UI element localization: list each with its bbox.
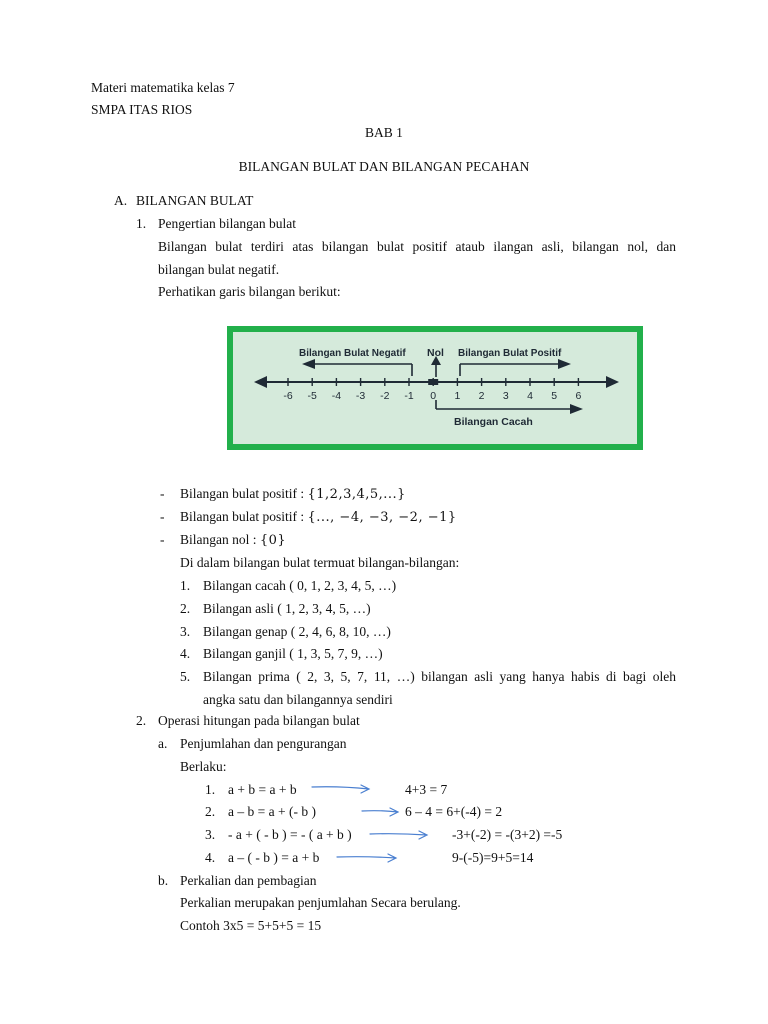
zero-marker xyxy=(428,379,438,385)
bullet-3-text: Bilangan nol : xyxy=(180,532,257,547)
tick-label: -5 xyxy=(307,390,317,402)
subset-4-marker: 4. xyxy=(180,646,191,661)
label-whole: Bilangan Cacah xyxy=(454,416,533,428)
subset-1-marker: 1. xyxy=(180,578,191,593)
tick-label: -3 xyxy=(355,390,366,402)
subset-1-text: Bilangan cacah ( 0, 1, 2, 3, 4, 5, …) xyxy=(203,578,397,593)
label-positive: Bilangan Bulat Positif xyxy=(458,348,562,359)
bullet-2-text: Bilangan bulat positif : xyxy=(180,509,305,524)
sub-b-line-1: Perkalian merupakan penjumlahan Secara berulang. xyxy=(180,895,461,910)
item-2-marker: 2. xyxy=(136,713,147,728)
subset-5-marker: 5. xyxy=(180,669,191,684)
sub-a-berlaku: Berlaku: xyxy=(180,759,227,774)
section-a-marker: A. xyxy=(114,193,128,208)
tick-label: -4 xyxy=(331,390,342,402)
rule-3-example: -3+(-2) = -(3+2) =-5 xyxy=(452,827,563,842)
subset-3-marker: 3. xyxy=(180,624,191,639)
subset-2-text: Bilangan asli ( 1, 2, 3, 4, 5, …) xyxy=(203,601,371,616)
subsets-intro: Di dalam bilangan bulat termuat bilangan-bilangan: xyxy=(180,555,460,570)
chapter-title: BILANGAN BULAT DAN BILANGAN PECAHAN xyxy=(238,159,530,174)
tick-label: 6 xyxy=(575,390,582,402)
subset-5-text: Bilangan prima ( 2, 3, 5, 7, 11, …) bilangan asli yang hanya habis di bagi oleh xyxy=(203,669,676,684)
section-a-title: BILANGAN BULAT xyxy=(136,193,254,208)
rule-2-formula: a – b = a + (- b ) xyxy=(228,804,316,819)
subset-3-text: Bilangan genap ( 2, 4, 6, 8, 10, …) xyxy=(203,624,391,639)
header-line-2: SMPA ITAS RIOS xyxy=(91,102,193,117)
label-negative: Bilangan Bulat Negatif xyxy=(299,348,406,359)
tick-label: -2 xyxy=(380,390,390,402)
item-1-paragraph-line-3: Perhatikan garis bilangan berikut: xyxy=(158,284,341,299)
chapter-label: BAB 1 xyxy=(365,125,403,140)
bullet-3-set: {0} xyxy=(259,533,287,548)
bullet-2-marker: - xyxy=(160,509,165,524)
tick-label: 0 xyxy=(430,390,437,402)
bullet-3 xyxy=(180,531,286,549)
tick-label: -6 xyxy=(283,390,293,402)
rule-1-example: 4+3 = 7 xyxy=(405,782,448,797)
rule-4-marker: 4. xyxy=(205,850,216,865)
item-1-paragraph-line-2: bilangan bulat negatif. xyxy=(158,262,280,277)
item-2-title: Operasi hitungan pada bilangan bulat xyxy=(158,713,360,728)
tick-label: -1 xyxy=(404,390,414,402)
tick-label: 5 xyxy=(551,390,558,402)
rule-3-arrow xyxy=(370,831,427,839)
tick-label: 1 xyxy=(454,390,461,402)
rule-4-example: 9-(-5)=9+5=14 xyxy=(452,850,534,865)
bullet-1 xyxy=(180,485,406,503)
item-1-marker: 1. xyxy=(136,216,147,231)
number-line-figure xyxy=(227,326,643,450)
rule-4-arrow xyxy=(337,854,396,862)
tick-label: 2 xyxy=(478,390,485,402)
header-line-1: Materi matematika kelas 7 xyxy=(91,80,235,95)
tick-label: 3 xyxy=(502,390,509,402)
item-1-paragraph-line-1: Bilangan bulat terdiri atas bilangan bulat positif ataub ilangan asli, bilangan nol, dan xyxy=(158,239,676,254)
bullet-1-set: {1,2,3,4,5,...} xyxy=(307,487,406,502)
rule-2-arrow xyxy=(362,808,398,816)
rule-4-formula: a – ( - b ) = a + b xyxy=(228,850,320,865)
rule-3-marker: 3. xyxy=(205,827,216,842)
rule-1-marker: 1. xyxy=(205,782,216,797)
bullet-3-marker: - xyxy=(160,532,165,547)
rule-3-formula: - a + ( - b ) = - ( a + b ) xyxy=(228,827,352,842)
bullet-1-marker: - xyxy=(160,486,165,501)
sub-b-line-2: Contoh 3x5 = 5+5+5 = 15 xyxy=(180,918,322,933)
sub-a-marker: a. xyxy=(158,736,168,751)
subset-2-marker: 2. xyxy=(180,601,191,616)
tick-label: 4 xyxy=(527,390,533,402)
rule-1-formula: a + b = a + b xyxy=(228,782,297,797)
rule-2-example: 6 – 4 = 6+(-4) = 2 xyxy=(405,804,503,819)
sub-b-title: Perkalian dan pembagian xyxy=(180,873,317,888)
sub-a-title: Penjumlahan dan pengurangan xyxy=(180,736,347,751)
subset-5-continuation: angka satu dan bilangannya sendiri xyxy=(203,692,393,707)
rule-1-arrow xyxy=(312,785,369,793)
bullet-1-text: Bilangan bulat positif : xyxy=(180,486,305,501)
rule-2-marker: 2. xyxy=(205,804,216,819)
bullet-2 xyxy=(180,508,457,526)
label-zero: Nol xyxy=(427,347,444,359)
sub-b-marker: b. xyxy=(158,873,169,888)
item-1-title: Pengertian bilangan bulat xyxy=(158,216,296,231)
bullet-2-set: {..., −4, −3, −2, −1} xyxy=(307,510,457,525)
subset-4-text: Bilangan ganjil ( 1, 3, 5, 7, 9, …) xyxy=(203,646,383,661)
